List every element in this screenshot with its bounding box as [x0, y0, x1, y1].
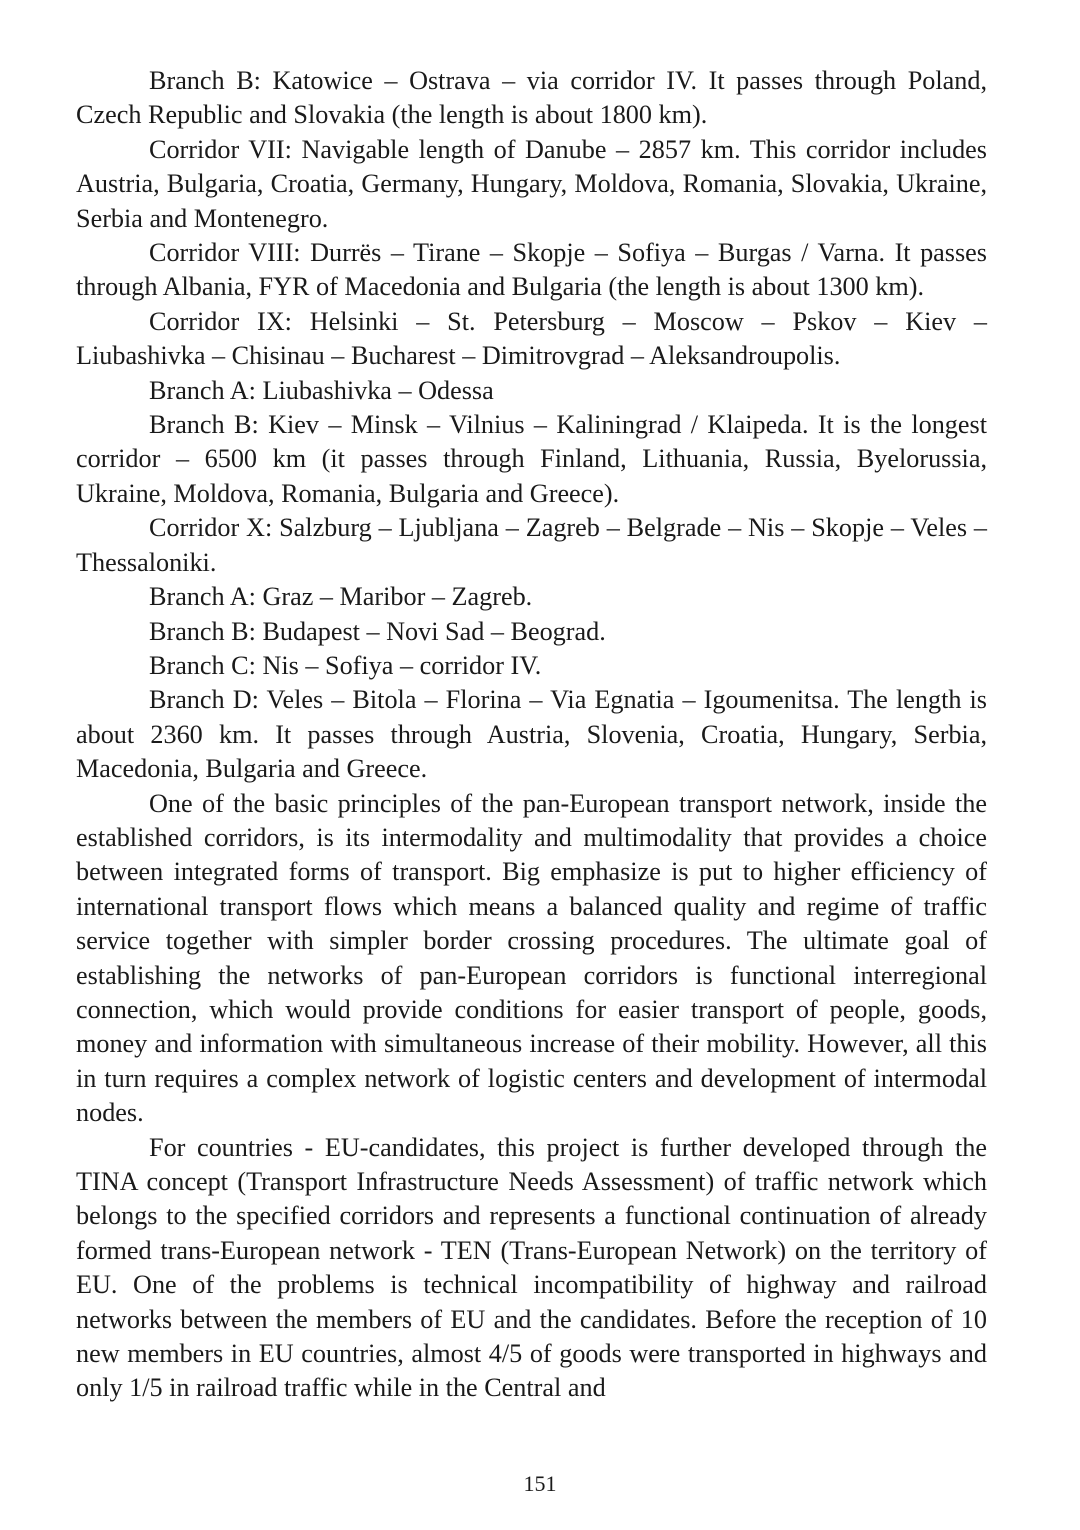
paragraph-eu-candidates-tina: For countries - EU-candidates, this project is further developed through the TINA concept (Transport Infrastructure Needs Assessment) of traffic network which belongs to the specified corridors and represents a functional continuation of already formed trans-European network - TEN (Trans-European Network) on the territory of EU. One of the problems is technical incompatibility of highway and railroad networks between the members of EU and the candidates. Before the reception of 10 new members in EU countries, almost 4/5 of goods were transported in highways and only 1/5 in railroad traffic while in the Central and [76, 1132, 987, 1403]
paragraph-corridor-viii: Corridor VIII: Durrës – Tirane – Skopje – Sofiya – Burgas / Varna. It passes through Albania, FYR of Macedonia and Bulgaria (the length is about 1300 km). [76, 238, 987, 302]
page-number: 151 [523, 1471, 557, 1496]
paragraph-corridor-ix-branch-b: Branch B: Kiev – Minsk – Vilnius – Kaliningrad / Klaipeda. It is the longest corridor – 6500 km (it passes through Finland, Lithuania, Russia, Byelorussia, Ukraine, Moldova, Romania, Bulgaria and Greece). [76, 410, 987, 508]
page-body [76, 64, 987, 1406]
paragraph-corridor-x-branch-a: Branch A: Graz – Maribor – Zagreb. [149, 582, 533, 612]
paragraph-corridor-x-branch-c: Branch C: Nis – Sofiya – corridor IV. [149, 650, 542, 680]
paragraph-branch-b-katowice: Branch B: Katowice – Ostrava – via corridor IV. It passes through Poland, Czech Republic and Slovakia (the length is about 1800 km). [76, 66, 987, 130]
paragraph-corridor-vii: Corridor VII: Navigable length of Danube – 2857 km. This corridor includes Austria, Bulgaria, Croatia, Germany, Hungary, Moldova, Romania, Slovakia, Ukraine, Serbia and Montenegro. [76, 134, 987, 233]
paragraph-corridor-x-branch-b: Branch B: Budapest – Novi Sad – Beograd. [149, 616, 606, 646]
paragraph-corridor-x: Corridor X: Salzburg – Ljubljana – Zagreb – Belgrade – Nis – Skopje – Veles – Thessaloniki. [76, 513, 987, 577]
paragraph-corridor-ix: Corridor IX: Helsinki – St. Petersburg – Moscow – Pskov – Kiev – Liubashivka – Chisinau – Bucharest – Dimitrovgrad – Aleksandroupolis. [76, 306, 987, 371]
paragraph-corridor-x-branch-d: Branch D: Veles – Bitola – Florina – Via Egnatia – Igoumenitsa. The length is about 2360 km. It passes through Austria, Slovenia, Croatia, Hungary, Serbia, Macedonia, Bulgaria and Greece. [76, 685, 987, 784]
paragraph-basic-principles: One of the basic principles of the pan-European transport network, inside the established corridors, is its intermodality and multimodality that provides a choice between integrated forms of transport. Big emphasize is put to higher efficiency of international transport flows which means a balanced quality and regime of traffic service together with simpler border crossing procedures. The ultimate goal of establishing the networks of pan-European corridors is functional interregional connection, which would provide conditions for easier transport of people, goods, money and information with simultaneous increase of their mobility. However, all this in turn requires a complex network of logistic centers and development of intermodal nodes. [76, 788, 987, 1128]
paragraph-corridor-ix-branch-a: Branch A: Liubashivka – Odessa [149, 375, 494, 405]
